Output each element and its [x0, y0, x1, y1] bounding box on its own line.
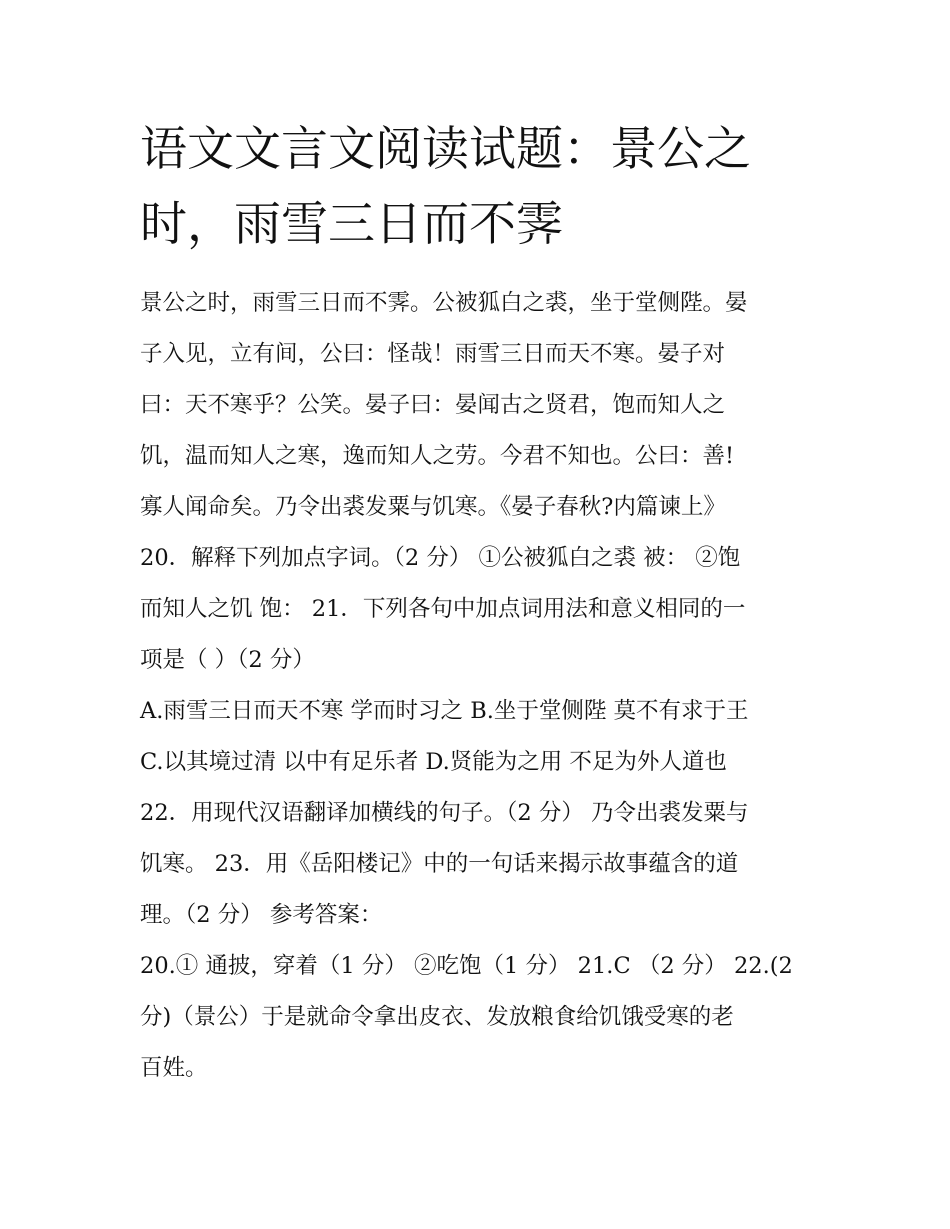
- body-line: 曰：天不寒乎？公笑。晏子曰：晏闻古之贤君，饱而知人之: [140, 392, 726, 418]
- body-line: 饥，温而知人之寒，逸而知人之劳。今君不知也。公曰：善!: [140, 443, 735, 469]
- question-21-line: 项是（ ）（2 分）: [140, 647, 315, 673]
- answer-line: 百姓。: [140, 1055, 208, 1081]
- question-21-line: 而知人之饥 饱： 21．下列各句中加点词用法和意义相同的一: [140, 596, 746, 622]
- answer-line: 20.① 通披，穿着（1 分） ②吃饱（1 分） 21.C （2 分） 22.(2: [140, 953, 793, 979]
- answer-header-line: 理。（2 分） 参考答案：: [140, 902, 383, 928]
- answer-line: 分)（景公）于是就命令拿出皮衣、发放粮食给饥饿受寒的老: [140, 1004, 734, 1030]
- page-title: [140, 112, 830, 262]
- body-line: 景公之时，雨雪三日而不霁。公被狐白之裘，坐于堂侧陛。晏: [140, 290, 748, 316]
- options-line: C.以其境过清 以中有足乐者 D.贤能为之用 不足为外人道也: [140, 749, 727, 775]
- title-line: 语文文言文阅读试题：景公之: [140, 122, 751, 177]
- body-line: 子入见，立有间，公曰：怪哉！雨雪三日而天不寒。晏子对: [140, 341, 726, 367]
- question-23-line: 饥寒。 23．用《岳阳楼记》中的一句话来揭示故事蕴含的道: [140, 851, 739, 877]
- title-line: 时，雨雪三日而不霁: [140, 197, 563, 252]
- document-body: [140, 278, 840, 1094]
- question-22-line: 22．用现代汉语翻译加横线的句子。（2 分） 乃令出裘发粟与: [140, 800, 749, 826]
- body-line: 寡人闻命矣。乃令出裘发粟与饥寒。《晏子春秋?内篇谏上》: [140, 494, 726, 520]
- options-line: A.雨雪三日而天不寒 学而时习之 B.坐于堂侧陛 莫不有求于王: [140, 698, 749, 724]
- question-20-line: 20．解释下列加点字词。（2 分） ①公被狐白之裘 被： ②饱: [140, 545, 741, 571]
